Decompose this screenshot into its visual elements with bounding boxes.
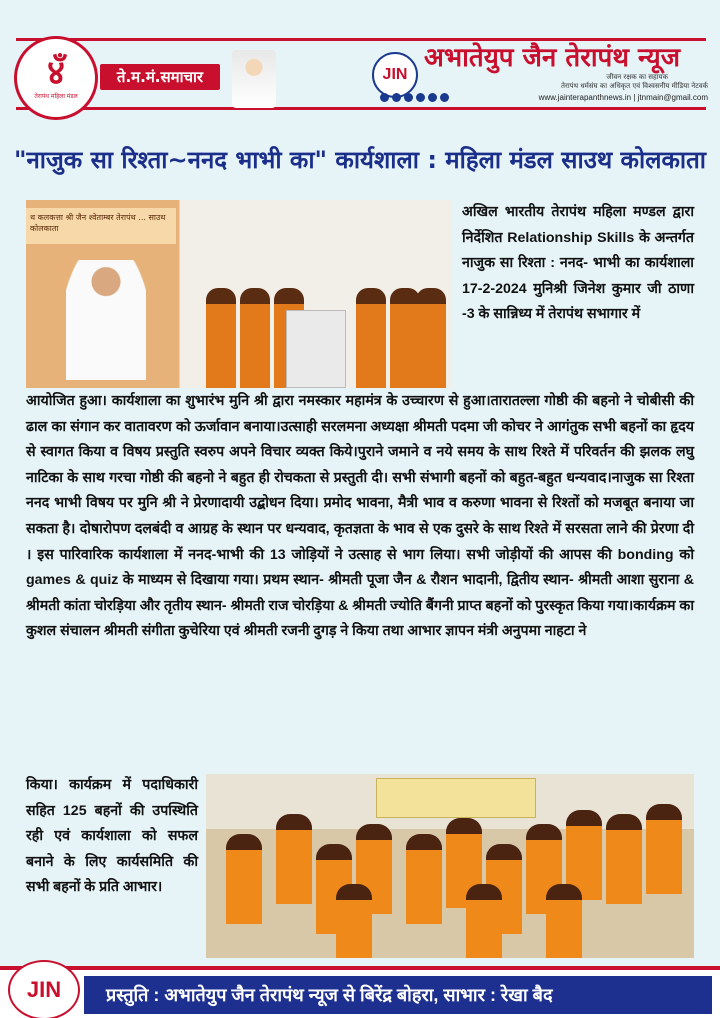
photo-stage-banner: थ कलकत्ता श्री जैन श्वेताम्बर तेरापंथ ... साउथ कोलकाता (26, 208, 176, 244)
brand-tagline-2: तेरापंथ धर्मसंघ का अधिकृत एवं विश्वसनीय मीडिया नेटवर्क (560, 81, 708, 90)
contact-url[interactable]: www.jainterapanthnews.in | jtnmain@gmail.com (538, 92, 708, 102)
brand-title: अभातेयुप जैन तेरापंथ न्यूज (424, 43, 681, 73)
youtube-icon[interactable] (428, 93, 437, 102)
social-icons (380, 93, 449, 102)
acharya-portrait-image (232, 50, 276, 108)
footer-credit: प्रस्तुति : अभातेयुप जैन तेरापंथ न्यूज से बिरेंद्र बोहरा, साभार : रेखा बैद (84, 976, 712, 1014)
event-group-photo (206, 774, 694, 958)
photo-podium (286, 310, 346, 388)
facebook-icon[interactable] (380, 93, 389, 102)
twitter-icon[interactable] (416, 93, 425, 102)
logo-subtitle: तेरापंथ महिला मंडल (34, 93, 78, 100)
photo-monk-figure (66, 260, 146, 380)
footer-jin-logo: JIN (8, 960, 80, 1018)
brand-block (424, 44, 708, 102)
brand-contact-row (424, 93, 708, 102)
event-photo-muni-shri (26, 200, 452, 388)
article-body-paragraph: आयोजित हुआ। कार्यशाला का शुभारंभ मुनि श्री द्वारा नमस्कार महामंत्र के उच्चारण से हुआ।तारातल्ला गोष्ठी की बहनो ने चोबीसी की ढाल का संगान कर वातावरण को ऊर्जावान बनाया।उत्साही सरलमना अध्यक्षा श्रीमती पदमा जी कोचर ने आगंतुक सभी बहनों का हृदय से स्वागत किया व विषय प्रस्तुति स्वरुप अपने विचार व्यक्त किये।पुराने जमाने व नये समय के साथ रिश्ते में परिवर्तन की झलक लघु नाटिका के साथ गरचा गोष्ठी की बहनो ने बहुत ही रोचकता से प्रस्तुती दी। सभी संभागी बहनों को बहुत-बहुत धन्यवाद।नाजुक सा रिश्ता ननद भाभी विषय पर मुनि श्री ने प्रेरणादायी उद्बोधन दिया। प्रमोद भावना, मैत्री भाव व करुणा भावना से रिश्तों को मजबूत बनाया जा सकता है। दोषारोपण दलबंदी व आग्रह के स्थान पर धन्यवाद, कृतज्ञता के भाव से एक दुसरे के साथ रिश्ते में सरसता लाने की प्रेरणा दी । इस पारिवारिक कार्यशाला में ननद-भाभी की 13 जोड़ियों ने उत्साह से भाग लिया। सभी जोड़ीयों की आपस की bonding को games & quiz के माध्यम से दिखाया गया। प्रथम स्थान- श्रीमती पूजा जैन & रौशन भादानी, द्वितीय स्थान- श्रीमती आशा सुराना & श्रीमती कांता चोरड़िया और तृतीय स्थान- श्रीमती राज चोरड़िया & श्रीमती ज्योति बैंगनी प्राप्त बहनों को पुरस्कृत किया गया।कार्यक्रम का कुशल संचालन श्रीमती संगीता कुचेरिया एवं श्रीमती रजनी दुगड़ ने किया तथा आभार ज्ञापन मंत्री अनुपमा नाहटा ने (26, 393, 694, 640)
brand-tagline-1: जीवन रक्षक का सहायक (606, 72, 668, 81)
photo-backdrop-banner (376, 778, 536, 818)
article-intro-paragraph: अखिल भारतीय तेरापंथ महिला मण्डल द्वारा निर्देशित Relationship Skills के अन्तर्गत नाजुक सा रिश्ता : ननद- भाभी का कार्यशाला 17-2-2024 मुनिश्री जिनेश कुमार जी ठाणा -3 के सान्निध्य में तेरापंथ सभागार में (462, 204, 694, 323)
logo-glyph: ४ँ (47, 53, 65, 93)
jin-logo: JIN (372, 52, 418, 98)
whatsapp-icon[interactable] (404, 93, 413, 102)
footer (0, 966, 720, 1018)
instagram-icon[interactable] (392, 93, 401, 102)
article-closing-paragraph: किया। कार्यक्रम में पदाधिकारी सहित 125 बहनों की उपस्थिति रही एवं कार्यशाला को सफल बनाने के लिए कार्यसमिति की सभी बहनों के प्रति आभार। (26, 777, 198, 896)
article-title: "नाजुक सा रिश्ता~ननद भाभी का" कार्यशाला : महिला मंडल साउथ कोलकाता (13, 146, 707, 174)
mahila-mandal-logo (14, 36, 98, 120)
google-plus-icon[interactable] (440, 93, 449, 102)
section-tag: ते.म.मं.समाचार (100, 64, 220, 90)
